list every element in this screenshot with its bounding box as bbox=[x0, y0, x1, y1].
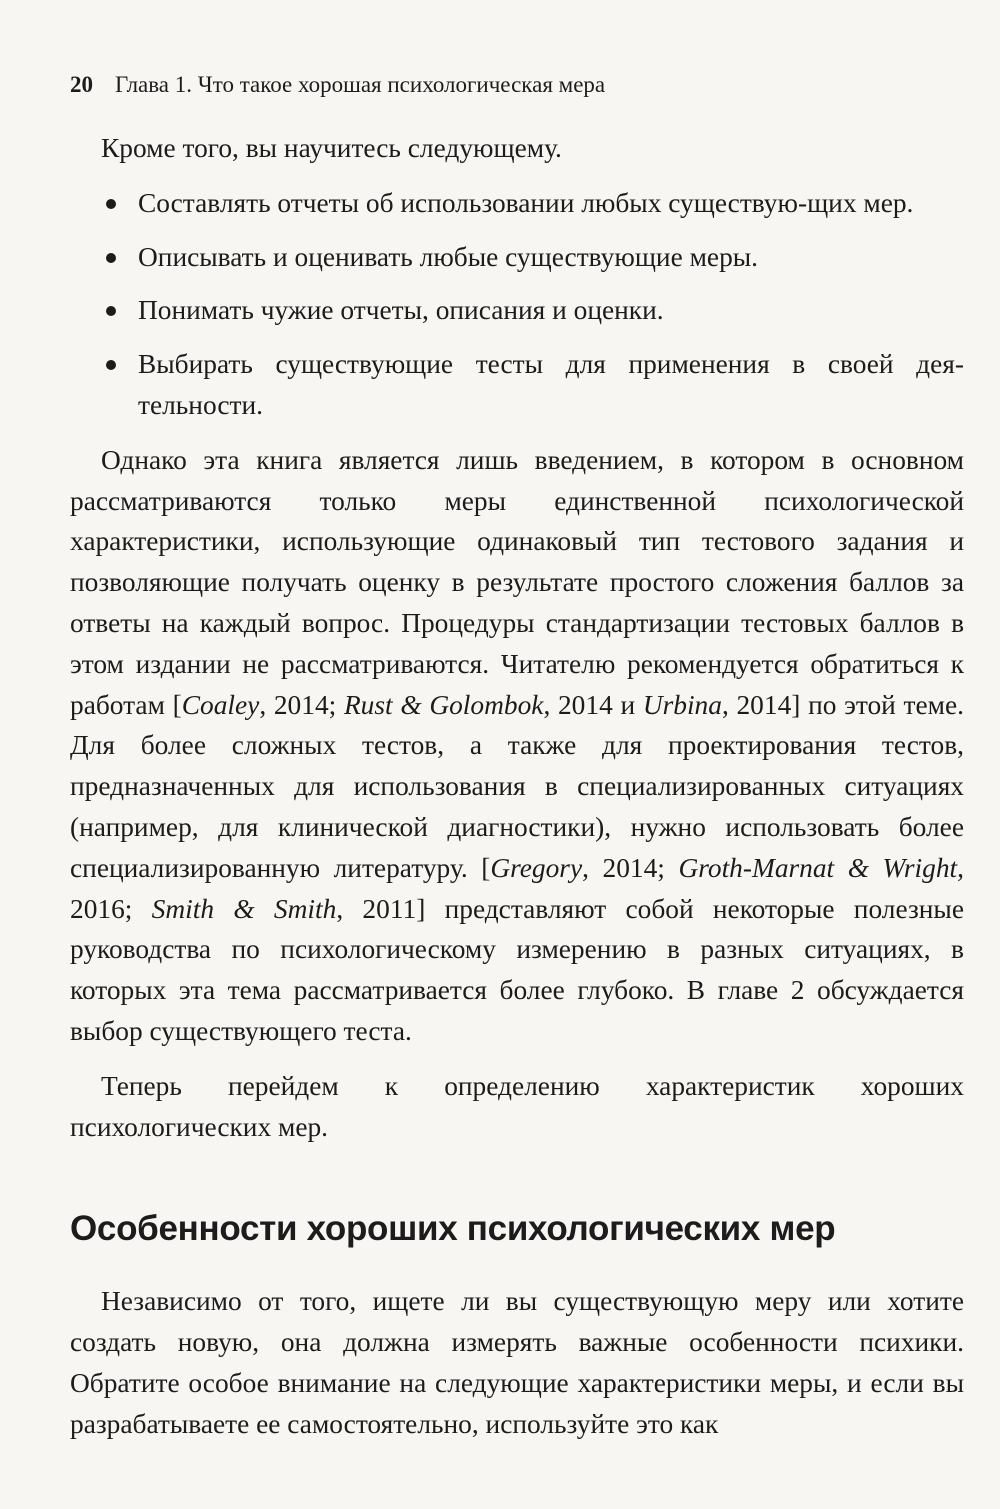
section-heading: Особенности хороших психологических мер bbox=[70, 1209, 836, 1249]
bullet-item bbox=[70, 344, 964, 426]
paragraph-text: , 2016; bbox=[70, 852, 964, 924]
paragraph-text: Однако эта книга является лишь введением, в котором в основном рассматриваются только меры единственной психологической характеристики, использующие одинаковый тип тестового задания и позволяющие получать оценку в результате простого сложения баллов за ответы на каждый вопрос. Процедуры стандартизации тестовых баллов в этом издании не рассматриваются. Читателю рекомендуется обратиться к работам [ bbox=[70, 444, 964, 720]
citation-author: Rust & Golombok bbox=[343, 689, 544, 720]
bullet-icon bbox=[106, 199, 116, 209]
bullet-text: Описывать и оценивать любые существующие меры. bbox=[138, 241, 759, 272]
bullet-text: Выбирать существующие тесты для применения в своей дея-тельности. bbox=[138, 349, 964, 420]
bullet-list bbox=[70, 183, 964, 426]
bullet-icon bbox=[106, 360, 116, 370]
paragraph-text: , 2014; bbox=[582, 852, 679, 883]
bullet-icon bbox=[106, 306, 116, 316]
bullet-item bbox=[70, 183, 964, 224]
paragraph-text: , 2011] представляют собой некоторые полезные руководства по психологическому измерению в разных ситуациях, в которых эта тема рассматривается более глубоко. В главе 2 обсуждается выбор существующего теста. bbox=[70, 893, 964, 1046]
intro-sentence: Кроме того, вы научитесь следующему. bbox=[101, 133, 562, 163]
main-paragraph bbox=[70, 440, 964, 1052]
citation-author: Smith & Smith bbox=[151, 893, 337, 924]
transition-paragraph: Теперь перейдем к определению характеристик хороших психологических мер. bbox=[70, 1070, 964, 1142]
bullet-text: Понимать чужие отчеты, описания и оценки. bbox=[138, 295, 664, 326]
bullet-item bbox=[70, 290, 964, 331]
bullet-item bbox=[70, 237, 964, 278]
citation-author: Groth-Marnat & Wright bbox=[678, 852, 958, 883]
page-number: 20 bbox=[70, 72, 93, 97]
chapter-title: Глава 1. Что такое хорошая психологическая мера bbox=[115, 72, 606, 97]
bullet-icon bbox=[106, 253, 116, 263]
citation-author: Gregory bbox=[490, 852, 583, 883]
bullet-text: Составлять отчеты об использовании любых существую-щих мер. bbox=[138, 187, 914, 218]
paragraph-text: , 2014; bbox=[259, 689, 344, 720]
citation-author: Urbina bbox=[642, 689, 722, 720]
body-text bbox=[70, 128, 964, 1445]
section-paragraph: Независимо от того, ищете ли вы существующую меру или хотите создать новую, она должна измерять важные особенности психики. Обратите особое внимание на следующие характеристики меры, и если вы разрабатываете ее самостоятельно, используйте это как bbox=[70, 1286, 964, 1439]
running-header bbox=[70, 70, 964, 100]
paragraph-text: , 2014] по этой теме. Для более сложных тестов, а также для проектирования тестов, предназначенных для использования в специализированных ситуациях (например, для клинической диагностики), нужно использовать более специализированную литературу. [ bbox=[70, 689, 964, 883]
citation-author: Coaley bbox=[181, 689, 260, 720]
paragraph-text: , 2014 и bbox=[543, 689, 643, 720]
